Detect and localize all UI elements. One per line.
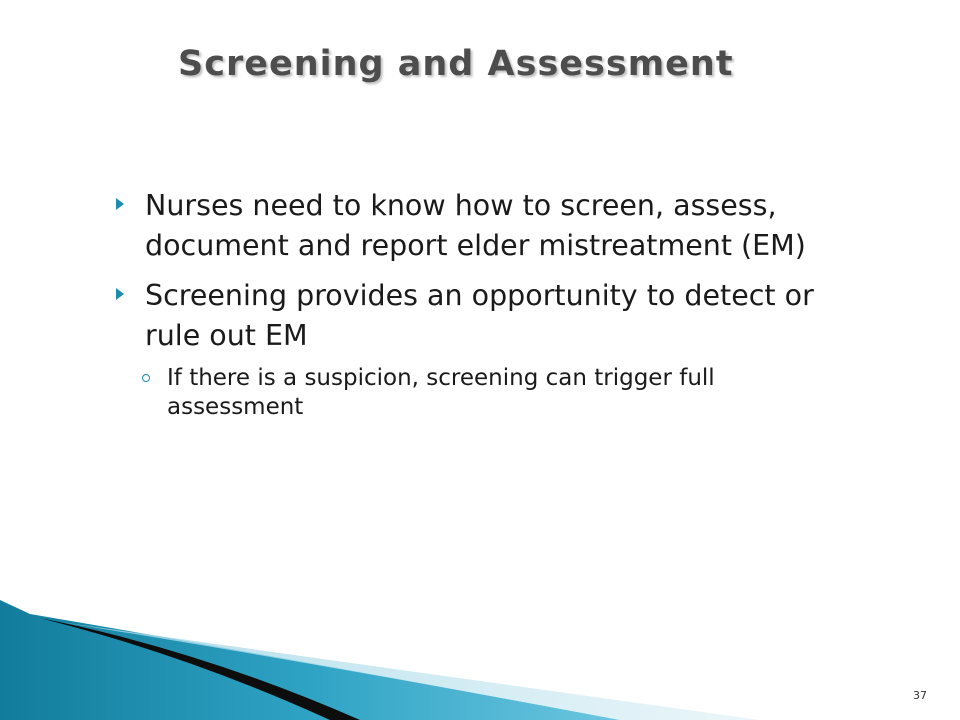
page-number: 37 <box>913 689 927 702</box>
circle-bullet-icon <box>142 374 150 382</box>
slide-body <box>114 186 834 422</box>
sub-bullet-item <box>114 364 834 422</box>
bullet-text: Screening provides an opportunity to detect or rule out EM <box>145 279 814 352</box>
triangle-bullet-icon <box>116 198 124 210</box>
corner-wave-decoration <box>0 600 960 720</box>
triangle-bullet-icon <box>116 288 124 300</box>
bullet-item <box>114 186 834 266</box>
sub-bullet-text: If there is a suspicion, screening can trigger full assessment <box>167 365 715 420</box>
bullet-text: Nurses need to know how to screen, assess, document and report elder mistreatment (EM) <box>145 189 806 262</box>
slide-title: Screening and Assessment <box>178 44 734 84</box>
bullet-item <box>114 276 834 356</box>
